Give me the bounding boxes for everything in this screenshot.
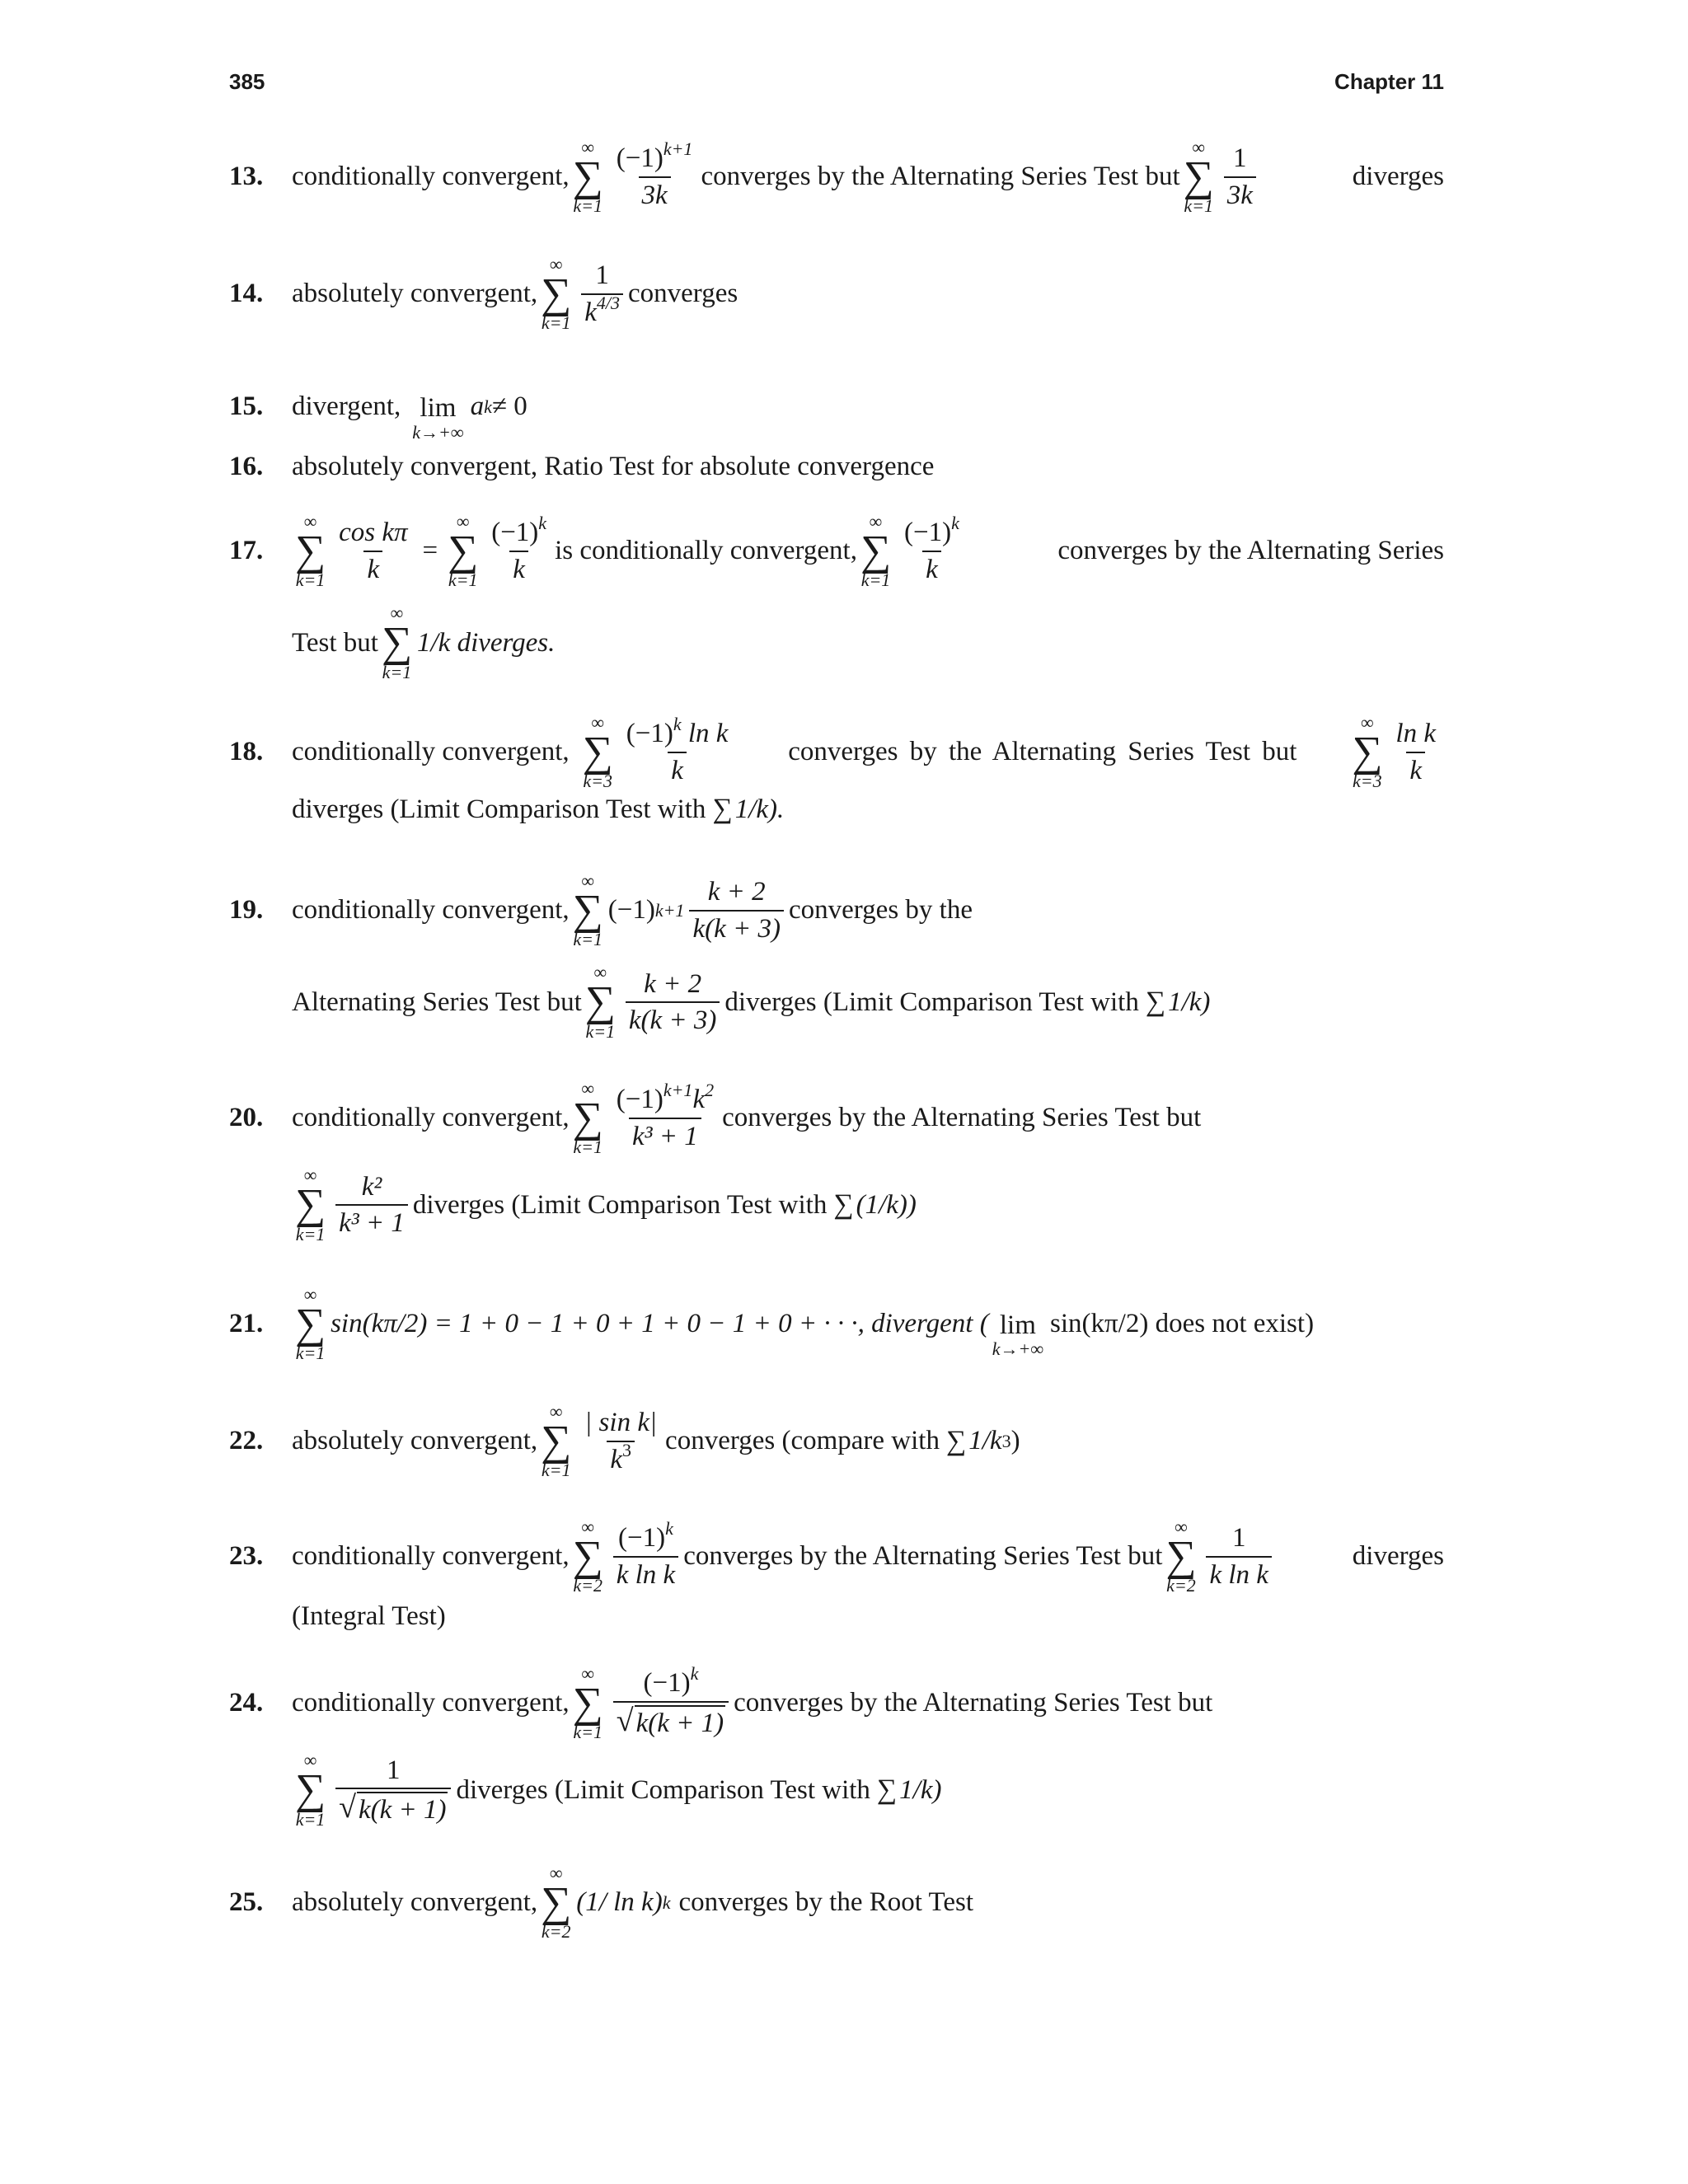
problem-line <box>229 452 1444 482</box>
answer-text: diverges (Limit Comparison Test with <box>292 794 706 824</box>
series-formula <box>570 1080 722 1156</box>
answer-text: conditionally convergent, <box>292 1688 570 1718</box>
series-formula: ∞ ∑ k=1 (−1) k+1 $\frac{k + 2}{k(k + 3)}$ <box>570 872 789 949</box>
answer-text: conditionally convergent, <box>292 1103 570 1133</box>
fraction: $\frac{(-1)^k}{k}$ <box>491 513 547 584</box>
answer-text: conditionally convergent, <box>292 162 570 192</box>
summation: ∞ ∑ k=3 <box>582 712 613 792</box>
fraction: $\frac{(-1)^k}{k}$ <box>904 513 959 584</box>
problem-17 <box>229 513 1444 682</box>
summation: ∞ ∑ k=1 <box>295 1284 326 1364</box>
problem-line <box>229 373 1444 442</box>
problem-label: 13. <box>229 162 264 192</box>
answer-text: conditionally convergent, <box>292 1541 570 1572</box>
summation: ∞ ∑ k=1 <box>572 1663 603 1743</box>
answer-text: absolutely convergent, <box>292 1426 538 1456</box>
problem-line <box>229 872 1444 949</box>
answer-text: converges by the <box>788 895 973 926</box>
problem-label: 15. <box>229 391 264 422</box>
summation: ∞ ∑ k=1 <box>584 962 616 1042</box>
problem-line <box>229 138 1444 215</box>
answer-text: absolutely convergent, <box>292 279 538 309</box>
fraction: $\frac{1}{k^{4/3}}$ <box>581 260 623 327</box>
answer-text: converges by the Alternating Series Test but <box>788 737 1297 767</box>
limit-formula: lim k→+∞ a k ≠ 0 <box>409 373 527 442</box>
summation: ∞ ∑ k=1 <box>295 511 326 591</box>
summation: ∞ ∑ k=2 <box>541 1863 572 1943</box>
summation: ∞ ∑ k=1 <box>541 1401 572 1481</box>
problem-label: 18. <box>229 737 264 767</box>
series-formula <box>570 1518 684 1595</box>
problem-line <box>229 1864 1444 1941</box>
problem-label: 23. <box>229 1541 264 1572</box>
answer-text: (Integral Test) <box>292 1601 446 1632</box>
chapter-title: Chapter 11 <box>1334 69 1444 94</box>
problem-line <box>229 604 1444 681</box>
series-formula <box>857 513 968 589</box>
small-sigma: ∑ <box>712 794 733 825</box>
series-formula <box>537 255 628 332</box>
problem-15 <box>229 373 1444 442</box>
summation: ∞ ∑ k=2 <box>572 1516 603 1596</box>
problem-14 <box>229 255 1444 332</box>
small-sigma: ∑ <box>876 1774 898 1806</box>
problem-24 <box>229 1665 1444 1829</box>
problem-label: 24. <box>229 1688 264 1718</box>
summation: ∞ ∑ k=1 <box>381 602 413 682</box>
series-formula: ∞ ∑ k=1 sin(kπ/2) = 1 + 0 − 1 + 0 + 1 + 0 − 1 + 0 + · · ·, divergent ( lim k→+∞ <box>295 1284 1044 1364</box>
answer-text: diverges (Limit Comparison Test with <box>412 1189 828 1220</box>
fraction: 1 √ k(k + 1) <box>335 1755 451 1825</box>
series-formula <box>537 1403 665 1479</box>
problem-line: 22. absolutely convergent, ∞ ∑ k=1 $\frac{\text{| sin k|}}{k^3}$ converges (compare with ∑ 1/k 3 ) <box>229 1401 1020 1481</box>
answer-text: diverges (Limit Comparison Test with <box>724 987 1139 1017</box>
square-root: √ k(k + 1) <box>616 1703 724 1738</box>
problem-line <box>229 1166 1444 1243</box>
summation: ∞ ∑ k=3 <box>1352 712 1383 792</box>
problem-line <box>229 255 1444 332</box>
answer-text: 1/k) <box>899 1774 942 1805</box>
answer-text: converges by the Alternating Series <box>1057 536 1444 566</box>
series-formula <box>570 138 701 215</box>
fraction: $\frac{\text{| sin k|}}{k^3}$ <box>584 1408 658 1474</box>
fraction: $\frac{(-1)^k \ln k}{k}$ <box>626 714 729 785</box>
answer-text: diverges (Limit Comparison Test with <box>456 1774 870 1805</box>
series-formula <box>1162 1518 1277 1595</box>
answer-text: sin(kπ/2) does not exist) <box>1050 1309 1315 1339</box>
problem-19 <box>229 872 1444 1041</box>
problem-18 <box>229 714 1444 825</box>
summation: ∞ ∑ k=1 <box>1183 137 1214 217</box>
fraction: $\frac{(-1)^{k+1}}{3k}$ <box>616 138 693 210</box>
summation: ∞ ∑ k=1 <box>572 1078 603 1158</box>
problem-line <box>229 1665 1444 1741</box>
answer-text: converges by the Alternating Series Test but <box>722 1103 1202 1133</box>
answer-text: converges by the Root Test <box>678 1887 974 1918</box>
fraction: $\frac{\text{cos kπ}}{k}$ <box>339 518 408 584</box>
answer-text: absolutely convergent, Ratio Test for absolute convergence <box>292 452 935 481</box>
summation: ∞ ∑ k=1 <box>448 511 479 591</box>
problem-16 <box>229 452 1444 482</box>
problem-line <box>229 1286 1444 1362</box>
answer-text: Test but <box>292 627 378 658</box>
problem-line <box>229 963 1444 1040</box>
series-formula <box>1348 714 1444 790</box>
answer-text: diverges <box>1352 1541 1444 1572</box>
series-formula <box>582 963 725 1040</box>
fraction: $\frac{k + 2}{k(k + 3)}$ <box>626 969 720 1036</box>
answer-text: 1/k <box>968 1426 1002 1456</box>
fraction: $\frac{1}{\text{k ln k}}$ <box>1206 1523 1271 1590</box>
series-formula <box>1180 138 1261 215</box>
answer-text: 1/k). <box>734 794 785 824</box>
square-root: √ k(k + 1) <box>339 1790 447 1825</box>
problem-label: 22. <box>229 1426 264 1456</box>
problem-label: 25. <box>229 1887 264 1918</box>
answer-text: diverges <box>1352 162 1444 192</box>
small-sigma: ∑ <box>833 1189 854 1221</box>
answer-text: converges by the Alternating Series Test but <box>734 1688 1213 1718</box>
fraction: $\frac{\text{k²}}{\text{k³ + 1}}$ <box>335 1172 408 1239</box>
limit-operator: lim k→+∞ <box>992 1310 1044 1360</box>
problem-22 <box>229 1403 1444 1479</box>
series-formula: ∞ ∑ k=2 (1/ ln k) k <box>541 1863 671 1943</box>
problem-label: 14. <box>229 279 264 309</box>
answer-text: converges by the Alternating Series Test but <box>701 162 1180 192</box>
problem-line <box>229 794 1444 825</box>
answer-text: converges (compare with <box>665 1426 940 1456</box>
summation: ∞ ∑ k=1 <box>541 254 572 334</box>
problem-21 <box>229 1286 1444 1362</box>
series-formula <box>579 714 737 790</box>
answer-text: converges by the Alternating Series Test but <box>683 1541 1163 1572</box>
summation: ∞ ∑ k=1 <box>572 137 603 217</box>
problem-20 <box>229 1080 1444 1244</box>
answer-text: 1/k) <box>1168 987 1211 1017</box>
fraction: $\frac{k + 2}{k(k + 3)}$ <box>689 877 784 944</box>
summation: ∞ ∑ k=1 <box>572 870 603 950</box>
answer-text: 1/k diverges. <box>417 627 556 658</box>
problem-line <box>229 1751 1444 1828</box>
answer-text: absolutely convergent, <box>292 1887 538 1918</box>
fraction: $\frac{(-1)^k}{\text{k ln k}}$ <box>613 1523 678 1590</box>
problem-line <box>229 1601 1444 1632</box>
fraction: $\frac{1}{3k}$ <box>1224 143 1256 210</box>
series-formula <box>292 1166 413 1243</box>
fraction: $(-1)^k$ √ k(k + 1) <box>613 1668 729 1738</box>
summation: ∞ ∑ k=1 <box>860 511 892 591</box>
series-formula: ∞ ∑ k=1 $\frac{\text{cos kπ}}{k}$ = ∞ ∑ k=1 $\frac{(-1)^k}{k}$ <box>292 513 555 589</box>
series-formula <box>378 604 417 681</box>
summation: ∞ ∑ k=2 <box>1165 1516 1197 1596</box>
problem-line <box>229 1518 1444 1595</box>
problem-label: 20. <box>229 1103 264 1133</box>
answer-text: conditionally convergent, <box>292 737 570 767</box>
series-formula <box>570 1665 734 1741</box>
small-sigma: ∑ <box>945 1425 967 1456</box>
problem-23 <box>229 1518 1444 1632</box>
problem-label: 21. <box>229 1309 264 1339</box>
problem-line <box>229 1080 1444 1156</box>
answer-text: (1/k)) <box>856 1189 917 1220</box>
problem-label: 17. <box>229 536 264 566</box>
small-sigma: ∑ <box>1145 987 1166 1018</box>
problem-line <box>229 714 1444 790</box>
answer-text: divergent, <box>292 391 401 422</box>
problem-13 <box>229 138 1444 215</box>
problem-label: 16. <box>229 452 264 481</box>
series-formula <box>292 1751 456 1828</box>
answer-text: Alternating Series Test but <box>292 987 582 1017</box>
answer-text: is conditionally convergent, <box>555 536 857 566</box>
page-header <box>229 69 1444 102</box>
page-number: 385 <box>229 69 265 94</box>
summation: ∞ ∑ k=1 <box>295 1750 326 1830</box>
problem-line <box>229 513 1444 589</box>
answer-text: converges <box>628 279 738 309</box>
problem-label: 19. <box>229 895 264 926</box>
summation: ∞ ∑ k=1 <box>295 1165 326 1244</box>
fraction: $\frac{(-1)^{k+1}k^2}{\text{k³ + 1}}$ <box>616 1080 715 1151</box>
answer-text: conditionally convergent, <box>292 895 570 926</box>
limit-operator: lim k→+∞ <box>412 393 464 443</box>
problem-25 <box>229 1864 1444 1941</box>
fraction: $\frac{\text{ln k}}{k}$ <box>1395 719 1436 785</box>
